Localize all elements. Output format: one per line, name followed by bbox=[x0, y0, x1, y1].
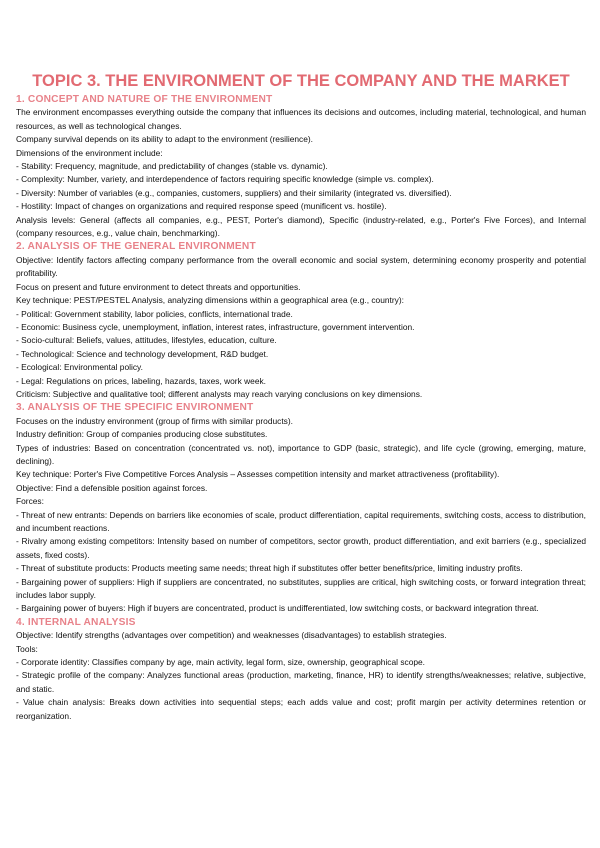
list-item: - Political: Government stability, labor policies, conflicts, international trade. bbox=[16, 308, 293, 319]
paragraph: Objective: Find a defensible position against forces. bbox=[16, 482, 208, 493]
paragraph: Objective: Identify strengths (advantages over competition) and weaknesses (disadvantages) to establish strategies. bbox=[16, 630, 447, 641]
list-item: - Economic: Business cycle, unemployment, inflation, interest rates, infrastructure, government intervention. bbox=[16, 321, 415, 332]
list-item: - Threat of new entrants: Depends on barriers like economies of scale, product differentiation, capital requirements, switching costs, access to distribution, and incumbent reactions. bbox=[16, 509, 586, 533]
list-item: - Complexity: Number, variety, and interdependence of factors requiring specific knowledge (simple vs. complex). bbox=[16, 174, 434, 185]
list-item: - Strategic profile of the company: Analyzes functional areas (production, marketing, finance, HR) to identify strengths/weaknesses; relative, subjective, and static. bbox=[16, 670, 586, 694]
page-title: TOPIC 3. THE ENVIRONMENT OF THE COMPANY AND THE MARKET bbox=[32, 72, 570, 90]
paragraph: Industry definition: Group of companies producing close substitutes. bbox=[16, 429, 268, 440]
list-item: - Rivalry among existing competitors: Intensity based on number of competitors, sector growth, product differentiation, and exit barriers (e.g., specialized assets, fixed costs). bbox=[16, 536, 586, 560]
paragraph: The environment encompasses everything outside the company that influences its decisions and outcomes, including material, technological, and human resources, as well as technological changes. bbox=[16, 107, 586, 131]
paragraph: Company survival depends on its ability to adapt to the environment (resilience). bbox=[16, 134, 314, 145]
paragraph: Key technique: Porter's Five Competitive Forces Analysis – Assesses competition intensity and market attractiveness (profitability). bbox=[16, 469, 500, 480]
list-item: - Ecological: Environmental policy. bbox=[16, 362, 143, 373]
section-heading: 3. ANALYSIS OF THE SPECIFIC ENVIRONMENT bbox=[16, 402, 254, 414]
section-heading: 1. CONCEPT AND NATURE OF THE ENVIRONMENT bbox=[16, 94, 273, 105]
paragraph: Criticism: Subjective and qualitative tool; different analysts may reach varying conclusions on key dimensions. bbox=[16, 388, 423, 399]
list-item: - Stability: Frequency, magnitude, and predictability of changes (stable vs. dynamic). bbox=[16, 161, 328, 172]
paragraph: Key technique: PEST/PESTEL Analysis, analyzing dimensions within a geographical area (e.g., country): bbox=[16, 295, 404, 306]
list-item: - Hostility: Impact of changes on organizations and required response speed (munificent vs. hostile). bbox=[16, 201, 387, 212]
list-item: - Diversity: Number of variables (e.g., companies, customers, suppliers) and their similarity (integrated vs. diversified). bbox=[16, 187, 452, 198]
list-item: - Bargaining power of buyers: High if buyers are concentrated, product is undifferentiated, low switching costs, or backward integration threat. bbox=[16, 603, 539, 614]
paragraph: Focus on present and future environment to detect threats and opportunities. bbox=[16, 281, 301, 292]
list-item: - Value chain analysis: Breaks down activities into sequential steps; each adds value and cost; profit margin per activity determines retention or reorganization. bbox=[16, 697, 586, 721]
list-item: - Socio-cultural: Beliefs, values, attitudes, lifestyles, education, culture. bbox=[16, 335, 277, 346]
paragraph: Analysis levels: General (affects all companies, e.g., PEST, Porter's diamond), Specific (industry-related, e.g., Porter's Five Forces), and Internal (company resources, e.g., value chain, benchmarking). bbox=[16, 214, 586, 239]
list-item: - Bargaining power of suppliers: High if suppliers are concentrated, no substitutes, supplies are critical, high switching costs, or forward integration threat; includes labor supply. bbox=[16, 576, 586, 601]
section-internal-analysis bbox=[16, 616, 586, 723]
list-item: - Technological: Science and technology development, R&D budget. bbox=[16, 348, 269, 359]
section-specific-environment bbox=[16, 401, 586, 616]
list-item: - Corporate identity: Classifies company by age, main activity, legal form, size, ownership, geographical scope. bbox=[16, 657, 426, 668]
section-general-environment bbox=[16, 240, 586, 401]
document-page bbox=[16, 72, 586, 723]
paragraph: Tools: bbox=[16, 643, 38, 654]
paragraph: Focuses on the industry environment (group of firms with similar products). bbox=[16, 415, 293, 426]
paragraph: Objective: Identify factors affecting company performance from the overall economic and social system, determining economy prosperity and potential profitability. bbox=[16, 254, 586, 279]
list-item: - Threat of substitute products: Products meeting same needs; threat high if substitutes offer better benefits/price, limiting industry profits. bbox=[16, 563, 523, 574]
section-heading: 4. INTERNAL ANALYSIS bbox=[16, 616, 136, 628]
paragraph: Forces: bbox=[16, 496, 44, 507]
list-item: - Legal: Regulations on prices, labeling, hazards, taxes, work week. bbox=[16, 375, 266, 386]
section-concept bbox=[16, 93, 586, 240]
paragraph: Types of industries: Based on concentration (concentrated vs. not), importance to GDP (basic, strategic), and life cycle (growing, emerging, mature, declining). bbox=[16, 442, 586, 466]
section-heading: 2. ANALYSIS OF THE GENERAL ENVIRONMENT bbox=[16, 241, 256, 253]
paragraph: Dimensions of the environment include: bbox=[16, 147, 163, 158]
